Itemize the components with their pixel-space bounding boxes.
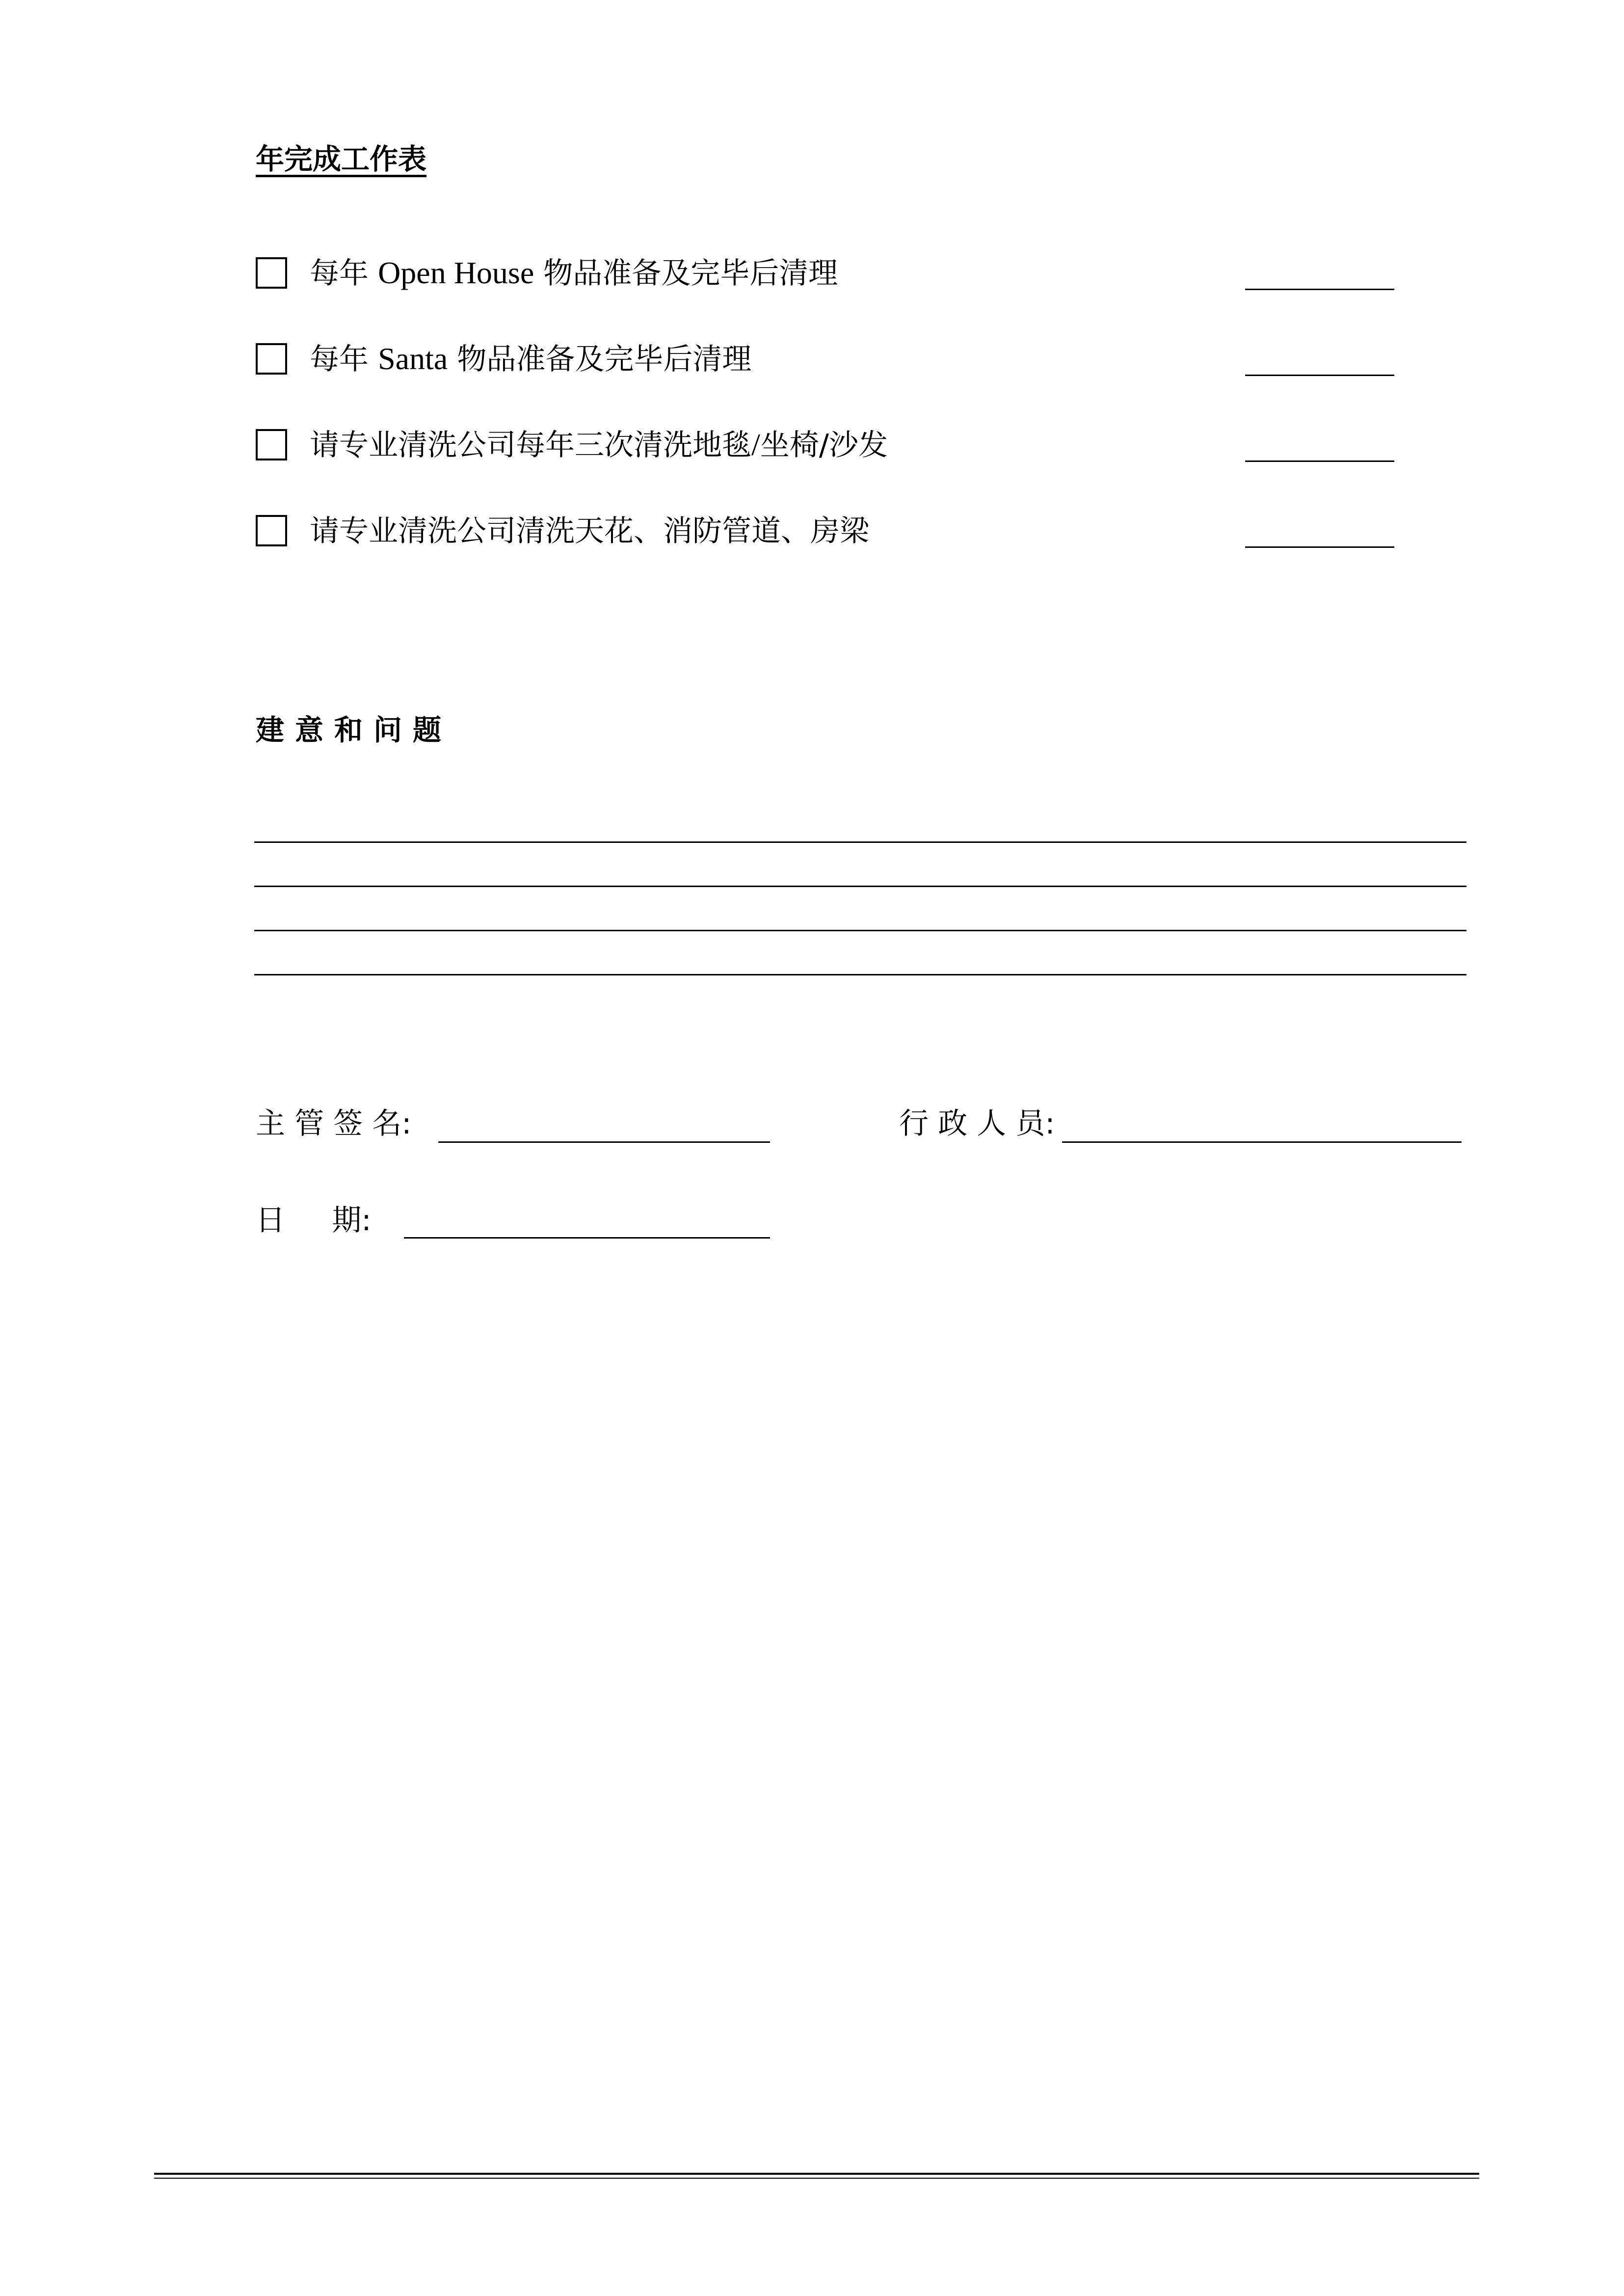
annual-work-title: 年完成工作表 <box>256 142 427 176</box>
task-checkbox[interactable] <box>256 515 287 546</box>
task-row <box>256 255 1394 295</box>
date-label: 日 期: <box>256 1203 372 1238</box>
task-label <box>310 513 869 549</box>
task-label <box>310 341 751 377</box>
suggestion-line[interactable] <box>254 841 1466 843</box>
task-checkbox[interactable] <box>256 343 287 375</box>
task-completion-blank[interactable] <box>1245 289 1394 290</box>
task-label-suffix: 物品准备及完毕后清理 <box>534 256 838 291</box>
suggestions-title: 建意和问题 <box>256 713 453 747</box>
footer-rule <box>154 2178 1479 2179</box>
suggestion-line[interactable] <box>254 974 1466 975</box>
task-checkbox[interactable] <box>256 429 287 460</box>
task-label-prefix: 每年 <box>310 256 378 291</box>
admin-staff-signature-line[interactable] <box>1062 1141 1462 1143</box>
task-label <box>310 255 838 291</box>
task-label-latin: Santa <box>378 341 448 376</box>
admin-staff-label: 行 政 人 员: <box>899 1107 1055 1141</box>
footer-rule <box>154 2173 1479 2175</box>
task-label-prefix: 请专业清洗公司清洗天花、消防管道、房梁 <box>310 514 869 548</box>
task-label <box>310 427 888 463</box>
task-label-latin: Open House <box>378 255 534 290</box>
task-completion-blank[interactable] <box>1245 375 1394 376</box>
date-line[interactable] <box>404 1237 770 1239</box>
task-checkbox[interactable] <box>256 257 287 289</box>
task-row <box>256 513 1394 552</box>
task-label-suffix: 物品准备及完毕后清理 <box>448 342 752 377</box>
task-label-suffix: 坐椅/沙发 <box>760 428 888 462</box>
task-row <box>256 427 1394 466</box>
suggestion-line[interactable] <box>254 930 1466 931</box>
task-row <box>256 341 1394 380</box>
supervisor-signature-line[interactable] <box>438 1141 770 1143</box>
suggestion-line[interactable] <box>254 886 1466 887</box>
task-completion-blank[interactable] <box>1245 546 1394 548</box>
task-label-latin: / <box>751 427 760 462</box>
task-completion-blank[interactable] <box>1245 460 1394 462</box>
task-label-prefix: 请专业清洗公司每年三次清洗地毯 <box>310 428 751 462</box>
supervisor-signature-label: 主 管 签 名: <box>256 1107 412 1141</box>
task-label-prefix: 每年 <box>310 342 378 377</box>
